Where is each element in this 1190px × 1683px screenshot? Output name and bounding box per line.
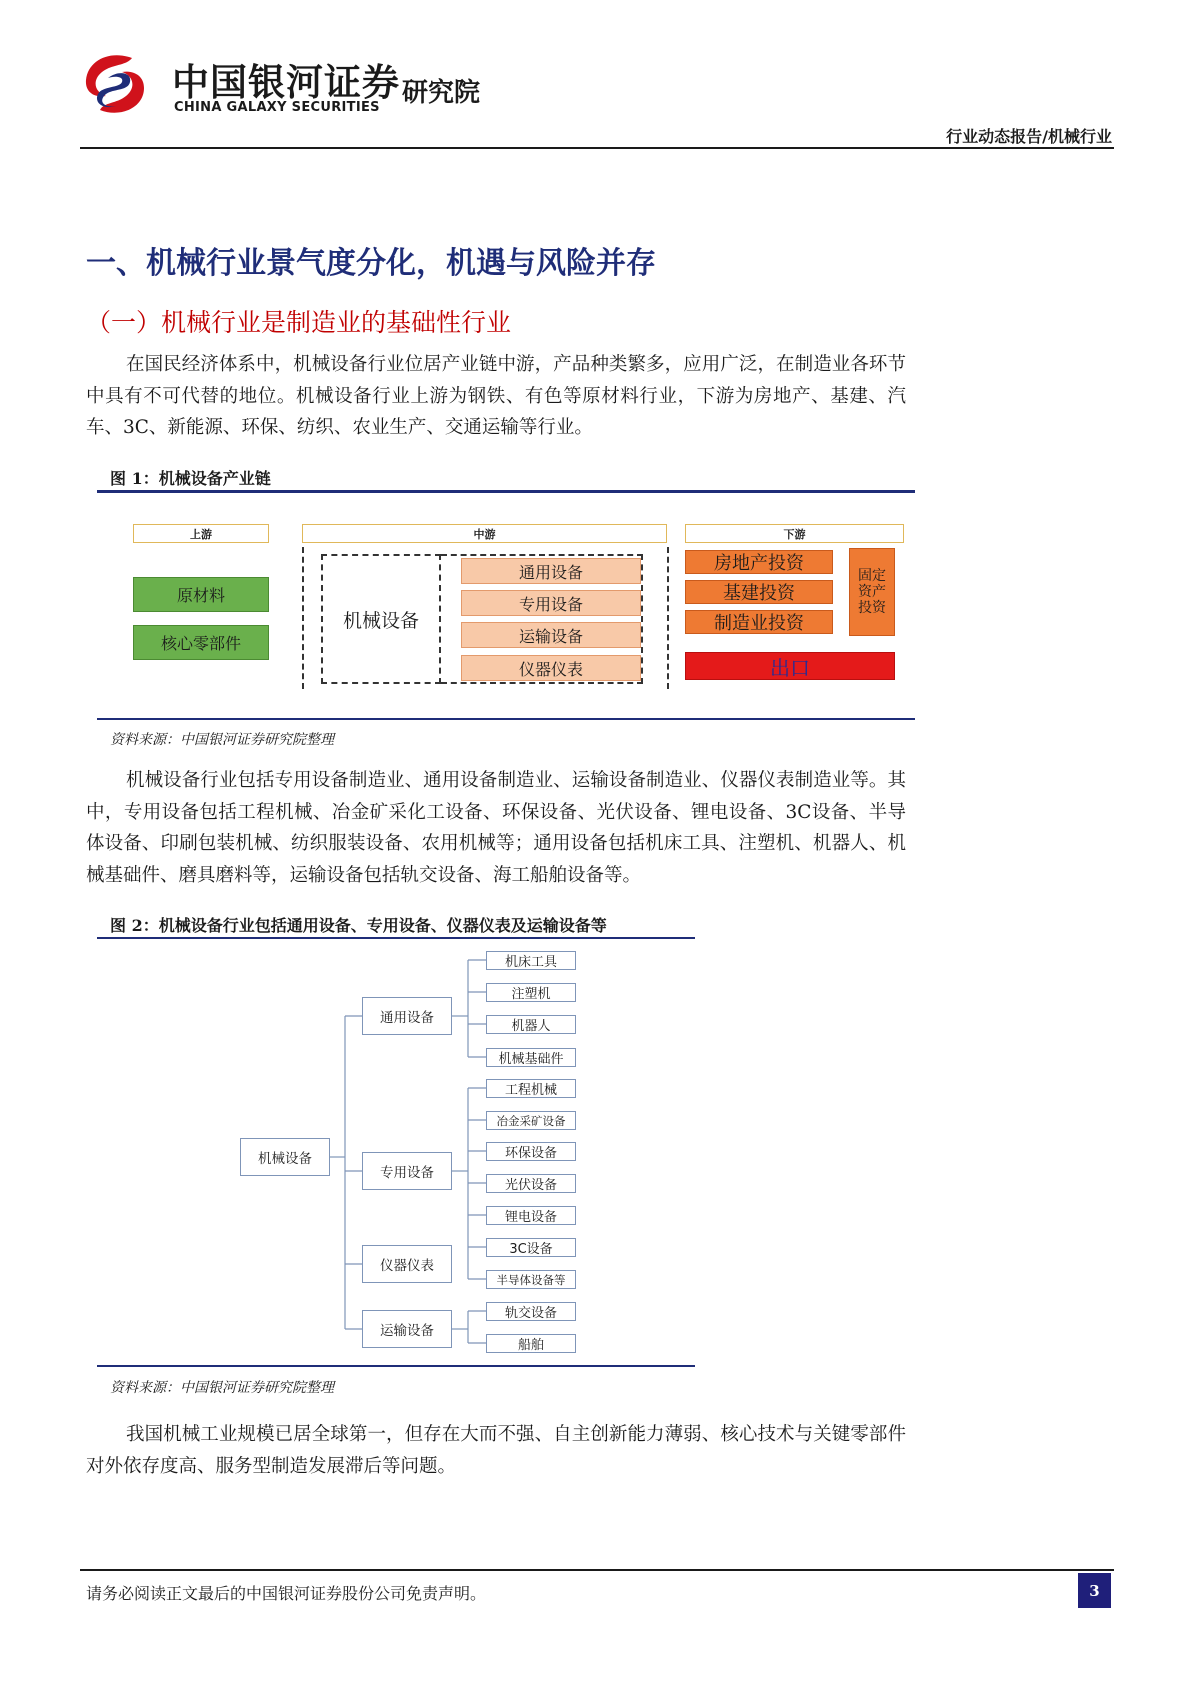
paragraph-industry-problems: 我国机械工业规模已居全球第一，但存在大而不强、自主创新能力薄弱、核心技术与关键零部件对外依存度高、服务型制造发展滞后等问题。 [86,1424,906,1477]
export-box: 出口 [685,652,895,680]
footer-divider [80,1569,1114,1571]
report-category: 行业动态报告/机械行业 [946,127,1112,146]
tree-root-node: 机械设备 [240,1138,330,1176]
downstream-header: 下游 [685,524,904,543]
subsection-heading: （一）机械行业是制造业的基础性行业 [86,308,512,337]
downstream-item-infrastructure: 基建投资 [685,580,833,604]
tree-leaf: 机器人 [486,1015,576,1034]
tree-leaf: 轨交设备 [486,1302,576,1321]
downstream-item-real-estate: 房地产投资 [685,550,833,574]
figure2-source: 资料来源：中国银河证券研究院整理 [110,1380,334,1396]
company-name-cn: 中国银河证券 [172,61,400,104]
figure1-source: 资料来源：中国银河证券研究院整理 [110,732,334,748]
midstream-item-general: 通用设备 [461,558,641,584]
tree-leaf: 光伏设备 [486,1174,576,1193]
figure1-title: 图 1：机械设备产业链 [110,469,271,488]
company-name-en: CHINA GALAXY SECURITIES [174,100,380,115]
tree-leaf: 机床工具 [486,951,576,970]
tree-leaf: 机械基础件 [486,1048,576,1067]
figure2-title: 图 2：机械设备行业包括通用设备、专用设备、仪器仪表及运输设备等 [110,916,607,935]
upstream-item-raw-materials: 原材料 [133,577,269,612]
tree-leaf: 工程机械 [486,1079,576,1098]
upstream-item-core-components: 核心零部件 [133,625,269,660]
institute-label: 研究院 [402,78,481,108]
tree-group-instruments: 仪器仪表 [362,1245,452,1283]
upstream-header: 上游 [133,524,269,543]
tree-leaf: 注塑机 [486,983,576,1002]
paragraph-industry-composition: 机械设备行业包括专用设备制造业、通用设备制造业、运输设备制造业、仪器仪表制造业等。其中，专用设备包括工程机械、冶金矿采化工设备、环保设备、光伏设备、锂电设备、3C设备、半导体设备、印刷包装机械、纺织服装设备、农用机械等；通用设备包括机床工具、注塑机、机器人、机械基础件、磨具磨料等，运输设备包括轨交设备、海工船舶设备等。 [86,770,906,886]
midstream-item-special: 专用设备 [461,590,641,616]
tree-leaf: 半导体设备等 [486,1270,576,1289]
midstream-item-instruments: 仪器仪表 [461,655,641,681]
tree-leaf: 锂电设备 [486,1206,576,1225]
downstream-item-manufacturing: 制造业投资 [685,610,833,634]
tree-leaf: 3C设备 [486,1238,576,1257]
midstream-item-transport: 运输设备 [461,622,641,648]
center-machinery-label: 机械设备 [342,609,419,632]
tree-leaf: 船舶 [486,1334,576,1353]
footer-disclaimer: 请务必阅读正文最后的中国银河证券股份公司免责声明。 [86,1584,487,1603]
figure2-bottom-rule [97,1365,695,1367]
paragraph-industry-position: 在国民经济体系中，机械设备行业位居产业链中游，产品种类繁多，应用广泛，在制造业各环节中具有不可代替的地位。机械设备行业上游为钢铁、有色等原材料行业，下游为房地产、基建、汽车、3C、新能源、环保、纺织、农业生产、交通运输等行业。 [86,354,906,438]
fixed-asset-investment-box: 固定资产投资 [849,548,895,636]
section-heading: 一、机械行业景气度分化，机遇与风险并存 [86,246,656,281]
page-number: 3 [1078,1573,1111,1608]
tree-group-special: 专用设备 [362,1152,452,1190]
tree-group-general: 通用设备 [362,997,452,1035]
tree-leaf: 冶金采矿设备 [486,1111,576,1130]
midstream-header: 中游 [302,524,667,543]
tree-group-transport: 运输设备 [362,1310,452,1348]
tree-leaf: 环保设备 [486,1142,576,1161]
